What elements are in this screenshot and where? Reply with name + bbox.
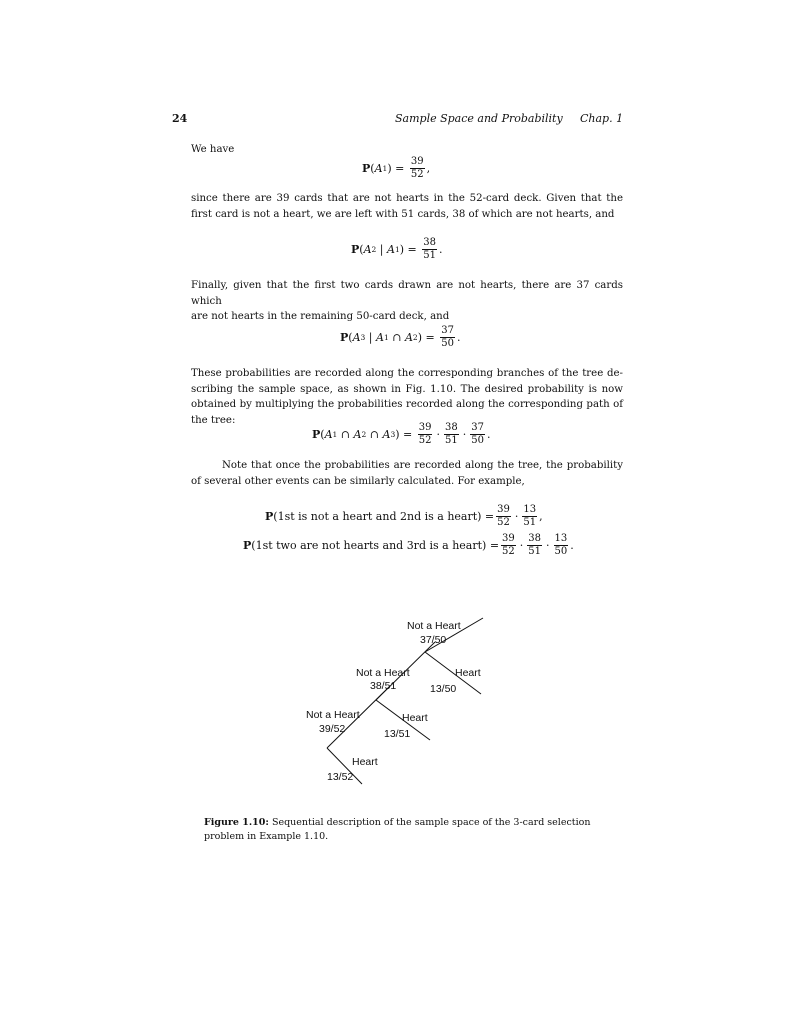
paragraph-4: Note that once the probabilities are recorded along the tree, the probability of several other events can be similarly calculated. For example, [191, 460, 623, 487]
we-have-text: We have [191, 144, 235, 155]
running-title: Sample Space and Probability [395, 112, 563, 125]
label-heart-3: Heart [455, 667, 481, 679]
probability-tree-figure [290, 610, 510, 790]
equation-heart-second: P (1st is not a heart and 2nd is a heart) = $\frac{39}{52}$ · $\frac{13}{51}$ , [265, 504, 543, 528]
label-prob-38-51: 38/51 [370, 680, 397, 692]
label-prob-13-52: 13/52 [327, 771, 354, 783]
paragraph-2: Finally, given that the first two cards drawn are not hearts, there are 37 cards which are not hearts in the remaining 50-card deck, and [191, 280, 623, 322]
equation-p-a1: P ( A 1 ) = $\frac{39}{52}$ , [362, 156, 431, 180]
label-prob-13-50: 13/50 [430, 683, 457, 695]
label-prob-39-52: 39/52 [319, 723, 346, 735]
label-not-heart-2: Not a Heart [356, 667, 410, 679]
label-not-heart-3: Not a Heart [407, 620, 461, 632]
label-heart-2: Heart [402, 712, 428, 724]
label-not-heart-1: Not a Heart [306, 709, 360, 721]
page-number: 24 [172, 112, 188, 125]
caption-text-1: Sequential description of the sample space of the 3-card selection [271, 817, 591, 828]
label-heart-1: Heart [352, 756, 378, 768]
paragraph-3: These probabilities are recorded along the corresponding branches of the tree de- scribing the sample space, as shown in Fig. 1.10. The desired probability is now obtained by multiplying the probabilities recorded along the corresponding path of the tree: [191, 368, 623, 426]
paragraph-1: since there are 39 cards that are not hearts in the 52-card deck. Given that the first card is not a heart, we are left with 51 cards, 38 of which are not hearts, and [191, 193, 623, 220]
equation-p-a2-given-a1: P ( A 2 | A 1 ) = $\frac{38}{51}$ . [351, 237, 443, 261]
figure-caption [204, 816, 604, 844]
equation-p-intersection: P ( A 1 ∩ A 2 ∩ A 3 ) = $\frac{39}{52}$ · $\frac{38}{51}$ · $\frac{37}{50}$ . [312, 422, 491, 446]
chapter-label: Chap. 1 [580, 112, 624, 125]
caption-label: Figure 1.10: [204, 817, 269, 828]
equation-p-a3-given-a1-a2: P ( A 3 | A 1 ∩ A 2 ) = $\frac{37}{50}$ . [340, 325, 461, 349]
label-prob-13-51: 13/51 [384, 728, 411, 740]
label-prob-37-50: 37/50 [420, 634, 447, 646]
equation-heart-third: P (1st two are not hearts and 3rd is a heart) = $\frac{39}{52}$ · $\frac{38}{51}$ · $\frac{13}{50}$ . [243, 533, 574, 557]
caption-text-2: problem in Example 1.10. [204, 831, 329, 842]
page-header [172, 112, 624, 128]
